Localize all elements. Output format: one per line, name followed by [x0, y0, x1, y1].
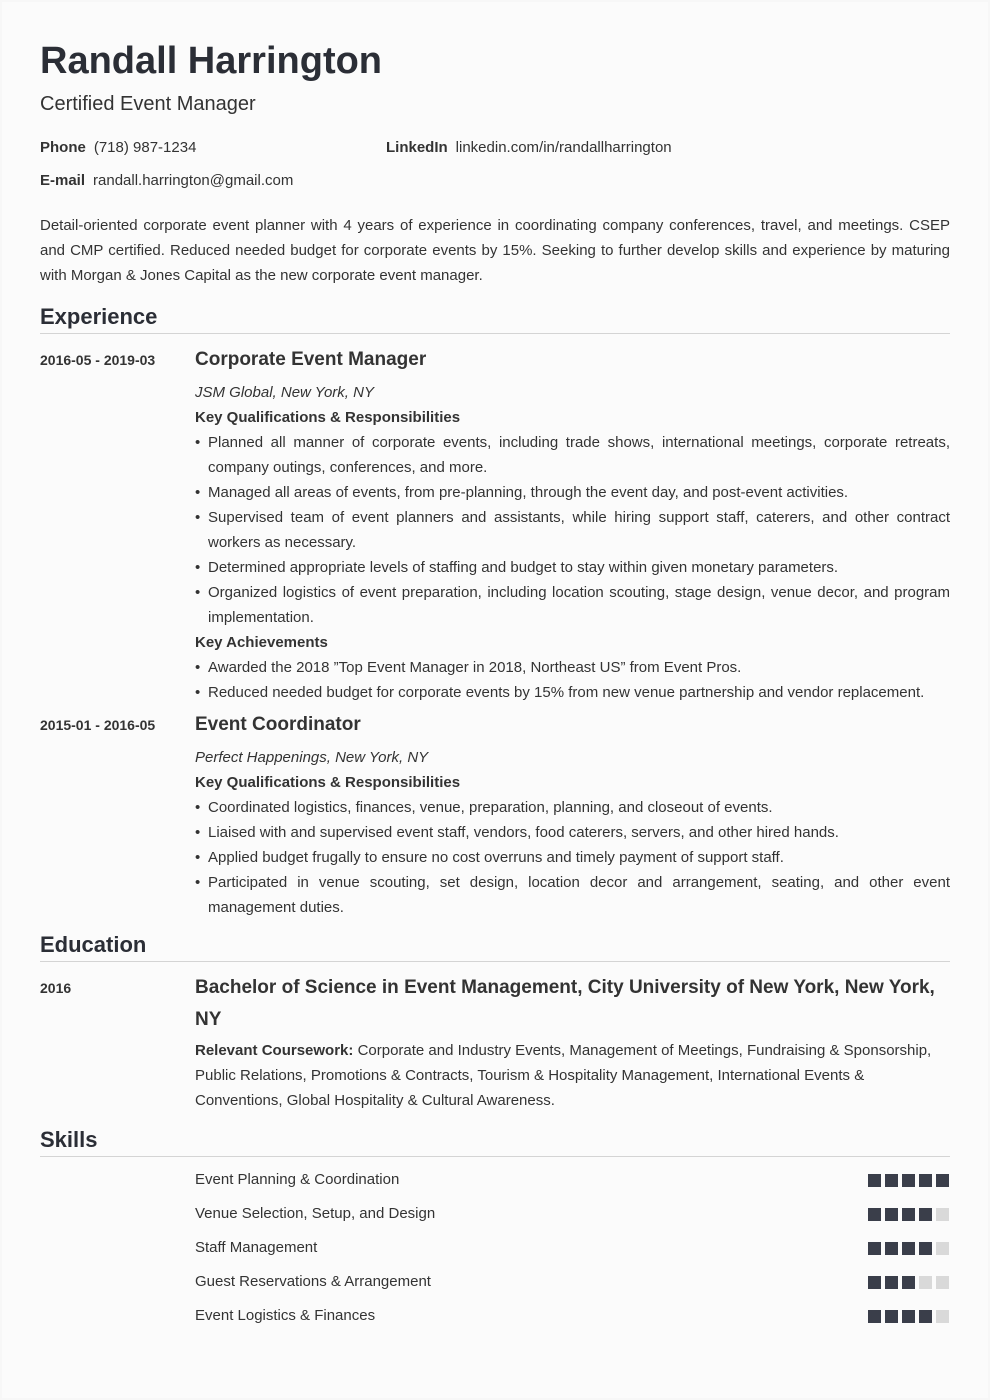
skill-level-filled [885, 1208, 898, 1221]
skill-level-empty [919, 1276, 932, 1289]
list-item: • Coordinated logistics, finances, venue, preparation, planning, and closeout of events. [195, 795, 950, 820]
experience-divider [40, 333, 950, 334]
skill-rating [868, 1174, 950, 1187]
email-link[interactable]: randall.harrington@gmail.com [93, 172, 294, 189]
skill-level-filled [902, 1242, 915, 1255]
skill-level-filled [868, 1242, 881, 1255]
phone-value: (718) 987-1234 [93, 139, 197, 156]
coursework [195, 1038, 950, 1113]
skill-level-filled [868, 1310, 881, 1323]
email-label: E-mail [40, 172, 86, 189]
list-item: • Participated in venue scouting, set design, location decor and arrangement, seating, and other event management duties. [195, 870, 950, 920]
job-1 [195, 348, 950, 705]
skill-rating [868, 1276, 950, 1289]
list-item: • Liaised with and supervised event staff, vendors, food caterers, servers, and other hired hands. [195, 820, 950, 845]
skill-row [195, 1272, 950, 1292]
skill-rating [868, 1310, 950, 1323]
linkedin-label: LinkedIn [386, 139, 448, 156]
skill-name: Staff Management [195, 1239, 318, 1256]
phone-label: Phone [40, 139, 86, 156]
skill-name: Venue Selection, Setup, and Design [195, 1205, 436, 1222]
skill-level-filled [936, 1174, 949, 1187]
skill-level-filled [919, 1174, 932, 1187]
job-1-achievements-label: Key Achievements [195, 634, 328, 651]
skill-rating [868, 1242, 950, 1255]
job-1-achievements [195, 655, 950, 705]
skill-name: Guest Reservations & Arrangement [195, 1273, 431, 1290]
list-item: • Reduced needed budget for corporate events by 15% from new venue partnership and vendor replacement. [195, 680, 950, 705]
skill-row [195, 1204, 950, 1224]
resume-page [2, 2, 988, 1398]
skill-level-filled [868, 1208, 881, 1221]
list-item: • Supervised team of event planners and assistants, while hiring support staff, caterers, and other contract workers as necessary. [195, 505, 950, 555]
job-2-company: Perfect Happenings, New York, NY [195, 749, 429, 766]
email-contact [40, 172, 293, 189]
education-divider [40, 961, 950, 962]
skill-level-filled [902, 1174, 915, 1187]
skill-name: Event Logistics & Finances [195, 1307, 376, 1324]
summary-paragraph: Detail-oriented corporate event planner with 4 years of experience in coordinating company conferences, travel, and meetings. CSEP and CMP certified. Reduced needed budget for corporate events by 15%. Seeking to further develop skills and experience by maturing with Morgan & Jones Capital as the new corporate event manager. [40, 217, 950, 284]
skill-name: Event Planning & Coordination [195, 1171, 400, 1188]
skill-level-filled [868, 1276, 881, 1289]
job-1-dates: 2016-05 - 2019-03 [40, 352, 156, 368]
skill-level-empty [936, 1310, 949, 1323]
job-2-qualifications-label: Key Qualifications & Responsibilities [195, 774, 461, 791]
job-1-title: Corporate Event Manager [195, 349, 427, 370]
skill-row [195, 1170, 950, 1190]
skill-rating [868, 1208, 950, 1221]
job-1-qualifications-label: Key Qualifications & Responsibilities [195, 409, 461, 426]
skill-level-filled [902, 1276, 915, 1289]
experience-heading: Experience [40, 304, 158, 329]
coursework-text: Corporate and Industry Events, Management of Meetings, Fundraising & Sponsorship, Public Relations, Promotions & Contracts, Tourism & Hospitality Management, International Events & Conventions, Global Hospitality & Cultural Awareness. [195, 1042, 932, 1109]
phone-contact [40, 139, 196, 156]
skills-heading: Skills [40, 1127, 98, 1152]
candidate-name: Randall Harrington [40, 40, 383, 82]
skill-level-filled [902, 1208, 915, 1221]
list-item: • Managed all areas of events, from pre-planning, through the event day, and post-event activities. [195, 480, 950, 505]
job-2-responsibilities [195, 795, 950, 920]
list-item: • Applied budget frugally to ensure no cost overruns and timely payment of support staff. [195, 845, 950, 870]
linkedin-contact [386, 139, 672, 156]
skill-row [195, 1306, 950, 1326]
skill-level-filled [919, 1208, 932, 1221]
skill-level-filled [885, 1242, 898, 1255]
linkedin-link[interactable]: linkedin.com/in/randallharrington [455, 139, 672, 156]
job-2-dates: 2015-01 - 2016-05 [40, 717, 156, 733]
skill-level-empty [936, 1208, 949, 1221]
candidate-title: Certified Event Manager [40, 93, 256, 115]
education-heading: Education [40, 932, 147, 957]
skill-level-empty [936, 1242, 949, 1255]
skill-level-filled [868, 1174, 881, 1187]
skill-row [195, 1238, 950, 1258]
list-item: • Organized logistics of event preparation, including location scouting, stage design, venue decor, and program implementation. [195, 580, 950, 630]
list-item: • Awarded the 2018 ”Top Event Manager in 2018, Northeast US” from Event Pros. [195, 655, 950, 680]
skill-level-filled [885, 1310, 898, 1323]
education-entry [195, 972, 950, 1113]
coursework-label: Relevant Coursework: [195, 1042, 354, 1059]
skills-divider [40, 1156, 950, 1157]
degree-title: Bachelor of Science in Event Management, City University of New York, New York, NY [195, 977, 935, 1030]
education-year: 2016 [40, 980, 72, 996]
skill-level-empty [936, 1276, 949, 1289]
skill-level-filled [919, 1310, 932, 1323]
skill-level-filled [885, 1174, 898, 1187]
list-item: • Planned all manner of corporate events, including trade shows, international meetings, corporate retreats, company outings, conferences, and more. [195, 430, 950, 480]
skill-level-filled [885, 1276, 898, 1289]
list-item: • Determined appropriate levels of staffing and budget to stay within given monetary parameters. [195, 555, 950, 580]
job-2-title: Event Coordinator [195, 714, 361, 735]
job-2 [195, 713, 950, 920]
skill-level-filled [919, 1242, 932, 1255]
skill-level-filled [902, 1310, 915, 1323]
job-1-responsibilities [195, 430, 950, 630]
job-1-company: JSM Global, New York, NY [195, 384, 374, 401]
